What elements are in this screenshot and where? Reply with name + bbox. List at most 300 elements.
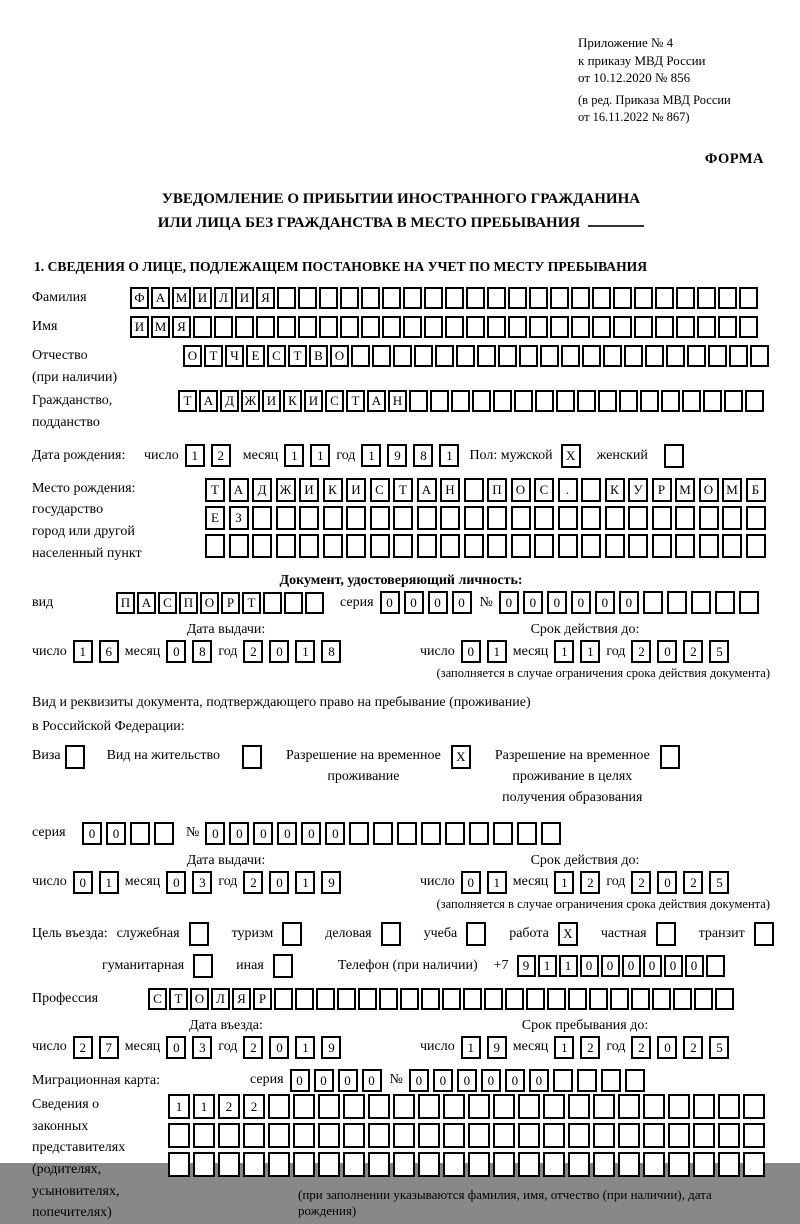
char-cell[interactable]: Н xyxy=(388,390,407,412)
char-cell[interactable]: 0 xyxy=(433,1069,453,1092)
char-cell[interactable] xyxy=(605,534,625,558)
char-cell[interactable]: 6 xyxy=(99,640,119,663)
char-cell[interactable] xyxy=(293,1123,315,1148)
char-cell[interactable] xyxy=(346,534,366,558)
char-cell[interactable] xyxy=(469,822,489,845)
char-cell[interactable] xyxy=(445,287,464,309)
char-cell[interactable] xyxy=(746,506,766,530)
char-cell[interactable] xyxy=(373,822,393,845)
char-cell[interactable]: А xyxy=(229,478,249,502)
char-cell[interactable] xyxy=(464,478,484,502)
char-cell[interactable]: А xyxy=(151,287,170,309)
char-cell[interactable]: 9 xyxy=(321,871,341,894)
char-cell[interactable]: 2 xyxy=(211,444,231,467)
char-cell[interactable]: П xyxy=(179,592,198,614)
char-cell[interactable] xyxy=(218,1152,240,1177)
char-cell[interactable] xyxy=(274,988,293,1010)
char-cell[interactable] xyxy=(343,1123,365,1148)
char-cell[interactable]: В xyxy=(309,345,328,367)
char-cell[interactable]: Д xyxy=(252,478,272,502)
char-cell[interactable] xyxy=(193,316,212,338)
char-cell[interactable] xyxy=(517,822,537,845)
char-cell[interactable] xyxy=(652,506,672,530)
char-cell[interactable] xyxy=(361,316,380,338)
char-cell[interactable] xyxy=(276,506,296,530)
char-cell[interactable]: И xyxy=(130,316,149,338)
char-cell[interactable] xyxy=(592,316,611,338)
char-cell[interactable]: К xyxy=(605,478,625,502)
char-cell[interactable] xyxy=(640,390,659,412)
char-cell[interactable] xyxy=(368,1123,390,1148)
char-cell[interactable] xyxy=(382,316,401,338)
char-cell[interactable]: А xyxy=(199,390,218,412)
char-cell[interactable]: 2 xyxy=(683,1036,703,1059)
char-cell[interactable] xyxy=(417,534,437,558)
char-cell[interactable] xyxy=(722,534,742,558)
char-cell[interactable] xyxy=(556,390,575,412)
char-cell[interactable] xyxy=(634,316,653,338)
char-cell[interactable] xyxy=(346,506,366,530)
char-cell[interactable]: 1 xyxy=(284,444,304,467)
char-cell[interactable] xyxy=(540,345,559,367)
char-cell[interactable] xyxy=(340,287,359,309)
char-cell[interactable]: 0 xyxy=(643,955,662,977)
purpose-study-checkbox[interactable] xyxy=(466,922,486,946)
char-cell[interactable]: Т xyxy=(288,345,307,367)
char-cell[interactable]: Я xyxy=(172,316,191,338)
purpose-business-checkbox[interactable] xyxy=(189,922,209,946)
char-cell[interactable] xyxy=(168,1152,190,1177)
char-cell[interactable] xyxy=(418,1094,440,1119)
char-cell[interactable] xyxy=(718,1123,740,1148)
char-cell[interactable] xyxy=(379,988,398,1010)
char-cell[interactable] xyxy=(668,1152,690,1177)
char-cell[interactable]: О xyxy=(183,345,202,367)
char-cell[interactable] xyxy=(581,534,601,558)
char-cell[interactable] xyxy=(393,534,413,558)
char-cell[interactable] xyxy=(643,591,663,614)
purpose-transit-checkbox[interactable] xyxy=(754,922,774,946)
char-cell[interactable] xyxy=(571,287,590,309)
char-cell[interactable]: 1 xyxy=(487,871,507,894)
char-cell[interactable] xyxy=(715,988,734,1010)
char-cell[interactable] xyxy=(593,1094,615,1119)
char-cell[interactable] xyxy=(268,1152,290,1177)
char-cell[interactable] xyxy=(694,988,713,1010)
char-cell[interactable] xyxy=(655,287,674,309)
char-cell[interactable] xyxy=(343,1152,365,1177)
char-cell[interactable] xyxy=(205,534,225,558)
char-cell[interactable] xyxy=(268,1094,290,1119)
char-cell[interactable] xyxy=(370,534,390,558)
char-cell[interactable] xyxy=(718,287,737,309)
char-cell[interactable] xyxy=(577,1069,597,1092)
char-cell[interactable]: 0 xyxy=(547,591,567,614)
char-cell[interactable] xyxy=(619,390,638,412)
char-cell[interactable]: И xyxy=(346,478,366,502)
char-cell[interactable] xyxy=(693,1094,715,1119)
char-cell[interactable] xyxy=(634,287,653,309)
char-cell[interactable] xyxy=(299,506,319,530)
char-cell[interactable] xyxy=(589,988,608,1010)
char-cell[interactable]: 2 xyxy=(243,871,263,894)
char-cell[interactable] xyxy=(409,390,428,412)
char-cell[interactable]: 1 xyxy=(193,1094,215,1119)
char-cell[interactable]: Т xyxy=(346,390,365,412)
char-cell[interactable] xyxy=(568,1094,590,1119)
char-cell[interactable]: 0 xyxy=(461,871,481,894)
char-cell[interactable] xyxy=(745,390,764,412)
char-cell[interactable]: О xyxy=(190,988,209,1010)
char-cell[interactable]: 2 xyxy=(243,640,263,663)
char-cell[interactable]: 0 xyxy=(73,871,93,894)
char-cell[interactable]: Ж xyxy=(241,390,260,412)
char-cell[interactable] xyxy=(643,1094,665,1119)
char-cell[interactable] xyxy=(558,506,578,530)
char-cell[interactable] xyxy=(697,287,716,309)
char-cell[interactable] xyxy=(193,1152,215,1177)
char-cell[interactable] xyxy=(493,390,512,412)
char-cell[interactable] xyxy=(652,534,672,558)
char-cell[interactable] xyxy=(193,1123,215,1148)
char-cell[interactable]: М xyxy=(172,287,191,309)
char-cell[interactable] xyxy=(746,534,766,558)
char-cell[interactable] xyxy=(252,506,272,530)
char-cell[interactable]: 1 xyxy=(461,1036,481,1059)
char-cell[interactable]: М xyxy=(722,478,742,502)
char-cell[interactable] xyxy=(463,988,482,1010)
char-cell[interactable] xyxy=(298,316,317,338)
char-cell[interactable] xyxy=(340,316,359,338)
char-cell[interactable] xyxy=(543,1094,565,1119)
char-cell[interactable]: И xyxy=(235,287,254,309)
char-cell[interactable]: 5 xyxy=(709,640,729,663)
char-cell[interactable]: З xyxy=(229,506,249,530)
char-cell[interactable] xyxy=(235,316,254,338)
char-cell[interactable]: М xyxy=(675,478,695,502)
char-cell[interactable]: С xyxy=(158,592,177,614)
char-cell[interactable]: 9 xyxy=(487,1036,507,1059)
char-cell[interactable]: 0 xyxy=(325,822,345,845)
char-cell[interactable]: 0 xyxy=(404,591,424,614)
char-cell[interactable] xyxy=(526,988,545,1010)
char-cell[interactable]: Т xyxy=(204,345,223,367)
char-cell[interactable]: 0 xyxy=(205,822,225,845)
char-cell[interactable] xyxy=(593,1152,615,1177)
char-cell[interactable]: 0 xyxy=(523,591,543,614)
char-cell[interactable] xyxy=(550,316,569,338)
char-cell[interactable]: 1 xyxy=(554,1036,574,1059)
char-cell[interactable] xyxy=(593,1123,615,1148)
char-cell[interactable]: О xyxy=(330,345,349,367)
residence-permit-checkbox[interactable] xyxy=(242,745,262,769)
char-cell[interactable] xyxy=(256,316,275,338)
char-cell[interactable] xyxy=(293,1152,315,1177)
char-cell[interactable]: Ч xyxy=(225,345,244,367)
char-cell[interactable]: Я xyxy=(232,988,251,1010)
char-cell[interactable]: Т xyxy=(393,478,413,502)
char-cell[interactable]: 2 xyxy=(580,871,600,894)
char-cell[interactable]: 2 xyxy=(580,1036,600,1059)
char-cell[interactable] xyxy=(603,345,622,367)
char-cell[interactable]: 1 xyxy=(168,1094,190,1119)
char-cell[interactable]: 0 xyxy=(166,640,186,663)
char-cell[interactable] xyxy=(553,1069,573,1092)
char-cell[interactable]: 7 xyxy=(99,1036,119,1059)
char-cell[interactable]: 0 xyxy=(314,1069,334,1092)
char-cell[interactable] xyxy=(403,287,422,309)
char-cell[interactable] xyxy=(372,345,391,367)
char-cell[interactable]: А xyxy=(137,592,156,614)
char-cell[interactable]: 2 xyxy=(683,871,703,894)
char-cell[interactable] xyxy=(421,988,440,1010)
char-cell[interactable]: 0 xyxy=(166,1036,186,1059)
char-cell[interactable] xyxy=(403,316,422,338)
char-cell[interactable] xyxy=(298,287,317,309)
char-cell[interactable] xyxy=(625,1069,645,1092)
char-cell[interactable]: 3 xyxy=(192,871,212,894)
char-cell[interactable] xyxy=(675,506,695,530)
char-cell[interactable] xyxy=(443,1094,465,1119)
char-cell[interactable] xyxy=(445,316,464,338)
char-cell[interactable] xyxy=(667,591,687,614)
char-cell[interactable]: П xyxy=(487,478,507,502)
char-cell[interactable]: С xyxy=(148,988,167,1010)
char-cell[interactable] xyxy=(368,1152,390,1177)
char-cell[interactable] xyxy=(323,506,343,530)
char-cell[interactable]: 1 xyxy=(554,871,574,894)
char-cell[interactable] xyxy=(464,506,484,530)
char-cell[interactable] xyxy=(631,988,650,1010)
char-cell[interactable]: 2 xyxy=(243,1094,265,1119)
purpose-tourism-checkbox[interactable] xyxy=(282,922,302,946)
char-cell[interactable]: У xyxy=(628,478,648,502)
char-cell[interactable] xyxy=(613,287,632,309)
char-cell[interactable] xyxy=(295,988,314,1010)
char-cell[interactable] xyxy=(518,1152,540,1177)
sex-female-checkbox[interactable] xyxy=(664,444,684,468)
char-cell[interactable]: 0 xyxy=(601,955,620,977)
char-cell[interactable] xyxy=(618,1152,640,1177)
char-cell[interactable]: Т xyxy=(242,592,261,614)
char-cell[interactable]: И xyxy=(262,390,281,412)
char-cell[interactable] xyxy=(418,1152,440,1177)
char-cell[interactable]: 5 xyxy=(709,871,729,894)
char-cell[interactable]: И xyxy=(299,478,319,502)
char-cell[interactable]: Б xyxy=(746,478,766,502)
char-cell[interactable]: 2 xyxy=(683,640,703,663)
purpose-other-checkbox[interactable] xyxy=(273,954,293,978)
char-cell[interactable]: 0 xyxy=(461,640,481,663)
char-cell[interactable] xyxy=(318,1094,340,1119)
char-cell[interactable]: 0 xyxy=(595,591,615,614)
char-cell[interactable]: И xyxy=(304,390,323,412)
char-cell[interactable] xyxy=(568,1152,590,1177)
char-cell[interactable]: Л xyxy=(214,287,233,309)
char-cell[interactable] xyxy=(699,534,719,558)
char-cell[interactable] xyxy=(305,592,324,614)
char-cell[interactable]: О xyxy=(699,478,719,502)
char-cell[interactable]: 9 xyxy=(321,1036,341,1059)
char-cell[interactable] xyxy=(676,316,695,338)
char-cell[interactable]: 3 xyxy=(192,1036,212,1059)
char-cell[interactable] xyxy=(268,1123,290,1148)
char-cell[interactable] xyxy=(130,822,150,845)
char-cell[interactable] xyxy=(451,390,470,412)
char-cell[interactable]: К xyxy=(323,478,343,502)
char-cell[interactable]: Ф xyxy=(130,287,149,309)
char-cell[interactable]: 0 xyxy=(428,591,448,614)
char-cell[interactable] xyxy=(393,1123,415,1148)
char-cell[interactable]: И xyxy=(193,287,212,309)
char-cell[interactable]: 2 xyxy=(218,1094,240,1119)
char-cell[interactable]: 1 xyxy=(559,955,578,977)
char-cell[interactable]: 9 xyxy=(387,444,407,467)
char-cell[interactable] xyxy=(424,316,443,338)
char-cell[interactable] xyxy=(318,1123,340,1148)
char-cell[interactable] xyxy=(442,988,461,1010)
char-cell[interactable]: С xyxy=(325,390,344,412)
char-cell[interactable] xyxy=(645,345,664,367)
purpose-commercial-checkbox[interactable] xyxy=(381,922,401,946)
char-cell[interactable] xyxy=(519,345,538,367)
char-cell[interactable]: 0 xyxy=(338,1069,358,1092)
char-cell[interactable] xyxy=(229,534,249,558)
char-cell[interactable]: 0 xyxy=(571,591,591,614)
char-cell[interactable] xyxy=(154,822,174,845)
visa-checkbox[interactable] xyxy=(65,745,85,769)
char-cell[interactable] xyxy=(534,506,554,530)
char-cell[interactable] xyxy=(168,1123,190,1148)
char-cell[interactable] xyxy=(349,822,369,845)
char-cell[interactable] xyxy=(708,345,727,367)
char-cell[interactable] xyxy=(487,506,507,530)
char-cell[interactable] xyxy=(550,287,569,309)
char-cell[interactable]: 8 xyxy=(192,640,212,663)
char-cell[interactable]: 8 xyxy=(321,640,341,663)
char-cell[interactable] xyxy=(643,1152,665,1177)
char-cell[interactable]: 0 xyxy=(269,1036,289,1059)
char-cell[interactable] xyxy=(581,478,601,502)
char-cell[interactable]: 1 xyxy=(310,444,330,467)
char-cell[interactable] xyxy=(743,1123,765,1148)
char-cell[interactable]: 0 xyxy=(529,1069,549,1092)
char-cell[interactable] xyxy=(543,1152,565,1177)
char-cell[interactable] xyxy=(382,287,401,309)
char-cell[interactable] xyxy=(319,316,338,338)
char-cell[interactable]: 0 xyxy=(269,871,289,894)
char-cell[interactable] xyxy=(568,988,587,1010)
char-cell[interactable] xyxy=(284,592,303,614)
char-cell[interactable] xyxy=(417,506,437,530)
char-cell[interactable] xyxy=(666,345,685,367)
char-cell[interactable] xyxy=(722,506,742,530)
char-cell[interactable] xyxy=(668,1123,690,1148)
char-cell[interactable] xyxy=(699,506,719,530)
char-cell[interactable]: 0 xyxy=(301,822,321,845)
char-cell[interactable]: Р xyxy=(652,478,672,502)
char-cell[interactable] xyxy=(468,1094,490,1119)
char-cell[interactable] xyxy=(687,345,706,367)
char-cell[interactable] xyxy=(351,345,370,367)
char-cell[interactable] xyxy=(739,316,758,338)
char-cell[interactable]: 2 xyxy=(631,871,651,894)
char-cell[interactable] xyxy=(577,390,596,412)
char-cell[interactable] xyxy=(514,390,533,412)
char-cell[interactable] xyxy=(277,316,296,338)
char-cell[interactable] xyxy=(418,1123,440,1148)
char-cell[interactable] xyxy=(547,988,566,1010)
char-cell[interactable]: О xyxy=(511,478,531,502)
char-cell[interactable] xyxy=(343,1094,365,1119)
char-cell[interactable]: 0 xyxy=(619,591,639,614)
char-cell[interactable] xyxy=(652,988,671,1010)
char-cell[interactable] xyxy=(511,534,531,558)
char-cell[interactable]: 1 xyxy=(73,640,93,663)
char-cell[interactable]: 1 xyxy=(580,640,600,663)
temp-residence-checkbox[interactable]: X xyxy=(451,745,471,769)
char-cell[interactable] xyxy=(493,1094,515,1119)
char-cell[interactable]: 0 xyxy=(657,871,677,894)
char-cell[interactable] xyxy=(543,1123,565,1148)
char-cell[interactable] xyxy=(440,506,460,530)
char-cell[interactable]: 2 xyxy=(631,640,651,663)
char-cell[interactable]: 0 xyxy=(269,640,289,663)
char-cell[interactable] xyxy=(421,822,441,845)
char-cell[interactable] xyxy=(535,390,554,412)
char-cell[interactable]: 0 xyxy=(452,591,472,614)
char-cell[interactable] xyxy=(518,1094,540,1119)
char-cell[interactable] xyxy=(582,345,601,367)
char-cell[interactable] xyxy=(581,506,601,530)
char-cell[interactable]: Я xyxy=(256,287,275,309)
char-cell[interactable]: 0 xyxy=(166,871,186,894)
char-cell[interactable] xyxy=(661,390,680,412)
char-cell[interactable] xyxy=(424,287,443,309)
char-cell[interactable]: 1 xyxy=(487,640,507,663)
temp-residence-edu-checkbox[interactable] xyxy=(660,745,680,769)
char-cell[interactable] xyxy=(468,1123,490,1148)
char-cell[interactable] xyxy=(598,390,617,412)
char-cell[interactable] xyxy=(443,1152,465,1177)
purpose-humanitarian-checkbox[interactable] xyxy=(193,954,213,978)
char-cell[interactable] xyxy=(691,591,711,614)
char-cell[interactable] xyxy=(706,955,725,977)
char-cell[interactable]: К xyxy=(283,390,302,412)
char-cell[interactable] xyxy=(487,316,506,338)
char-cell[interactable]: О xyxy=(200,592,219,614)
char-cell[interactable]: 0 xyxy=(106,822,126,845)
char-cell[interactable] xyxy=(214,316,233,338)
char-cell[interactable] xyxy=(697,316,716,338)
char-cell[interactable]: Р xyxy=(221,592,240,614)
char-cell[interactable] xyxy=(487,287,506,309)
char-cell[interactable] xyxy=(743,1094,765,1119)
char-cell[interactable] xyxy=(263,592,282,614)
char-cell[interactable] xyxy=(718,1094,740,1119)
char-cell[interactable] xyxy=(605,506,625,530)
char-cell[interactable] xyxy=(624,345,643,367)
char-cell[interactable]: 8 xyxy=(413,444,433,467)
char-cell[interactable] xyxy=(466,316,485,338)
char-cell[interactable] xyxy=(493,1152,515,1177)
char-cell[interactable]: 0 xyxy=(622,955,641,977)
char-cell[interactable] xyxy=(568,1123,590,1148)
char-cell[interactable] xyxy=(368,1094,390,1119)
char-cell[interactable] xyxy=(715,591,735,614)
char-cell[interactable]: 0 xyxy=(685,955,704,977)
char-cell[interactable]: Е xyxy=(246,345,265,367)
